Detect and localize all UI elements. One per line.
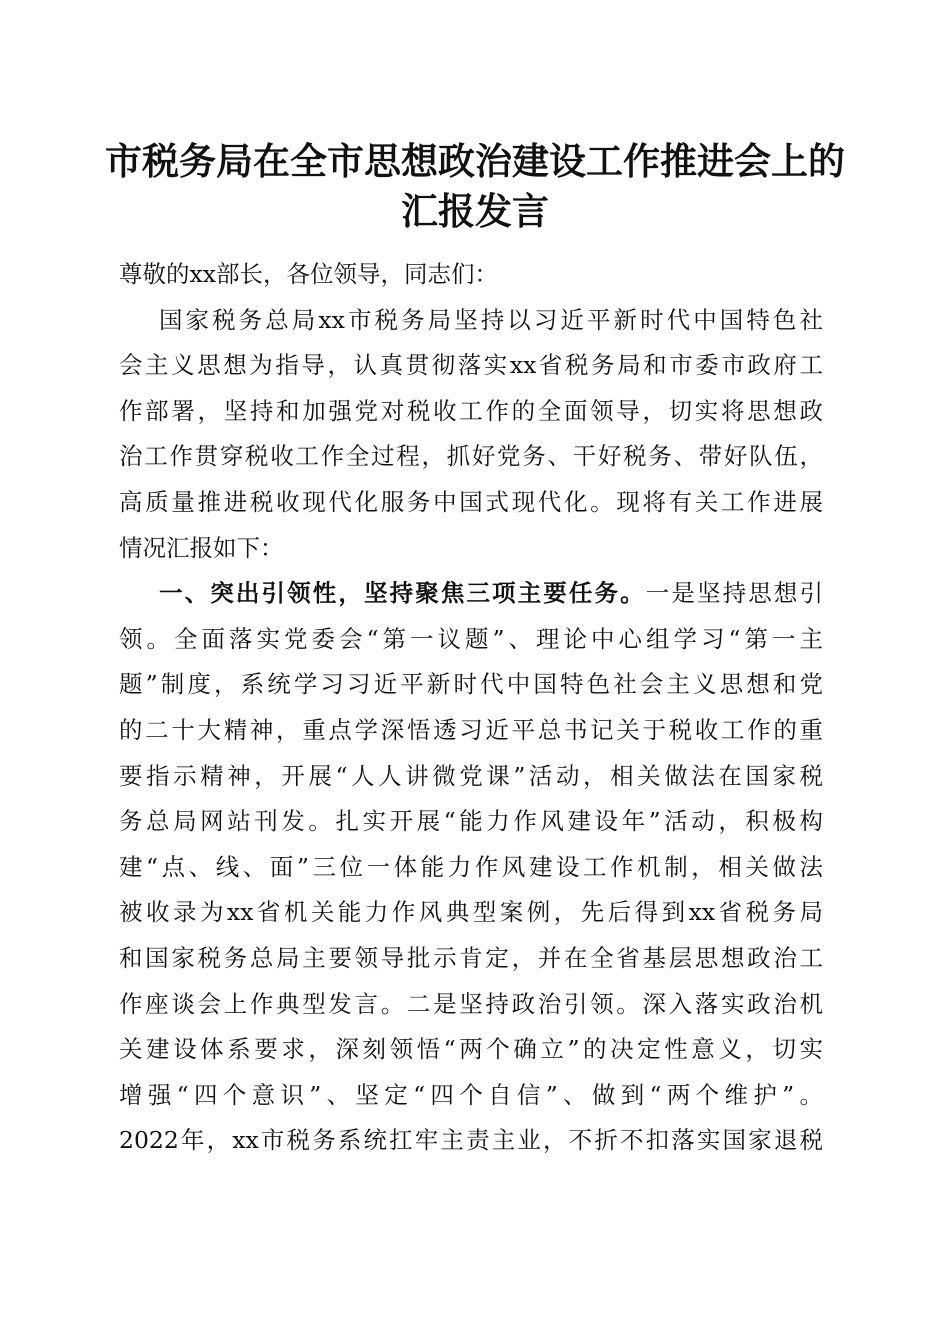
section-1-line-5: 要指示精神，开展“人人讲微党课”活动，相关做法在国家税 bbox=[119, 761, 823, 790]
section-1-line-9: 和国家税务总局主要领导批示肯定，并在全省基层思想政治工 bbox=[119, 943, 823, 972]
title-line-1: 市税务局在全市思想政治建设工作推进会上的 bbox=[105, 139, 845, 183]
section-1-line-11: 关建设体系要求，深刻领悟“两个确立”的决定性意义，切实 bbox=[119, 1035, 823, 1064]
section-1-line-12: 增强“四个意识”、坚定“四个自信”、做到“两个维护”。 bbox=[119, 1080, 823, 1109]
section-1-line-3: 题”制度，系统学习习近平新时代中国特色社会主义思想和党 bbox=[119, 670, 823, 699]
section-1-heading: 一、突出引领性，坚持聚焦三项主要任务。 bbox=[159, 579, 646, 608]
section-1-line-6: 务总局网站刊发。扎实开展“能力作风建设年”活动，积极构 bbox=[119, 807, 823, 836]
section-1-line-7: 建“点、线、面”三位一体能力作风建设工作机制，相关做法 bbox=[119, 852, 823, 881]
section-1-line-13: 2022年，xx市税务系统扛牢主责主业，不折不扣落实国家退税 bbox=[119, 1126, 823, 1155]
document-title bbox=[100, 136, 850, 236]
intro-line-4: 治工作贯穿税收工作全过程，抓好党务、干好税务、带好队伍， bbox=[119, 442, 823, 471]
section-1-line-2: 领。全面落实党委会“第一议题”、理论中心组学习“第一主 bbox=[119, 624, 823, 653]
salutation: 尊敬的xx部长，各位领导，同志们： bbox=[119, 260, 499, 288]
title-line-2: 汇报发言 bbox=[401, 189, 549, 233]
section-1-first-line-rest: 一是坚持思想引 bbox=[645, 579, 824, 608]
document-body bbox=[119, 252, 823, 1164]
section-1-line-4: 的二十大精神，重点学深悟透习近平总书记关于税收工作的重 bbox=[119, 715, 823, 744]
intro-line-2: 会主义思想为指导，认真贯彻落实xx省税务局和市委市政府工 bbox=[119, 351, 823, 380]
intro-line-3: 作部署，坚持和加强党对税收工作的全面领导，切实将思想政 bbox=[119, 396, 823, 425]
section-1-line-8: 被收录为xx省机关能力作风典型案例，先后得到xx省税务局 bbox=[119, 898, 823, 927]
section-1-line-10: 作座谈会上作典型发言。二是坚持政治引领。深入落实政治机 bbox=[119, 989, 823, 1018]
section-1-first-line bbox=[119, 571, 823, 617]
intro-line-5: 高质量推进税收现代化服务中国式现代化。现将有关工作进展 bbox=[119, 487, 823, 516]
intro-line-1: 国家税务总局xx市税务局坚持以习近平新时代中国特色社 bbox=[159, 305, 823, 334]
intro-line-6: 情况汇报如下： bbox=[119, 533, 284, 562]
